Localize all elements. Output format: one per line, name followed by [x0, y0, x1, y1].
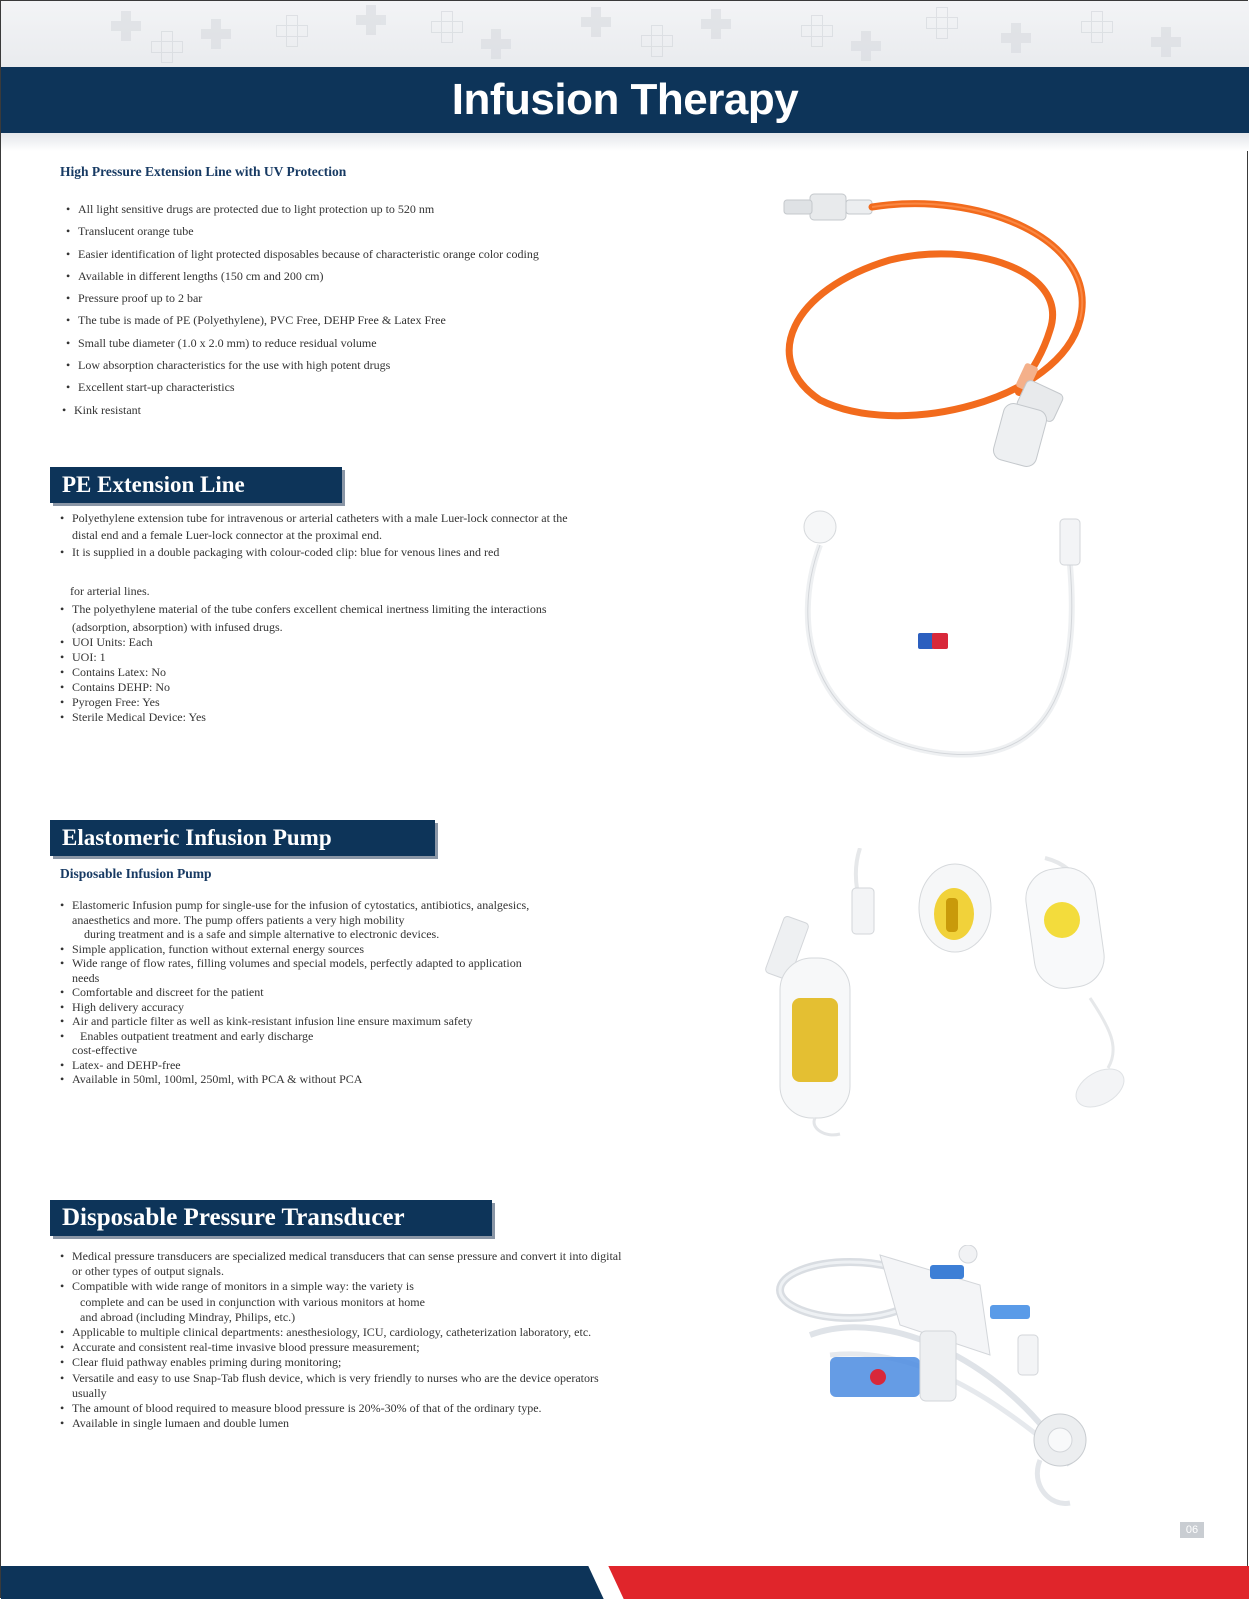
- list-item: • Kink resistant: [60, 399, 535, 421]
- cross-icon: [1001, 23, 1031, 53]
- header-shadow: [1, 133, 1249, 151]
- list-item: • Pyrogen Free: Yes: [58, 695, 547, 710]
- list-item: needs: [72, 970, 100, 985]
- list-item: or other types of output signals.: [72, 1264, 224, 1279]
- cross-icon: [201, 19, 231, 49]
- list-item: • Sterile Medical Device: Yes: [58, 710, 547, 725]
- pe-extension-line-image: [790, 505, 1110, 775]
- list-item: • Air and particle filter as well as kink-resistant infusion line ensure maximum safety: [58, 1014, 529, 1029]
- list-item: • Clear fluid pathway enables priming during monitoring;: [58, 1355, 621, 1370]
- list-item: cost-effective: [72, 1043, 138, 1057]
- cross-icon: [276, 15, 306, 45]
- list-item: anaesthetics and more. The pump offers patients a very high mobility: [72, 912, 405, 927]
- cross-icon: [111, 11, 141, 41]
- page-title: Infusion Therapy: [451, 75, 799, 124]
- list-item: • High delivery accuracy: [58, 1000, 529, 1015]
- list-item: • UOI Units: Each: [58, 635, 547, 650]
- section1-title: High Pressure Extension Line with UV Protection: [60, 164, 347, 179]
- cross-icon: [151, 31, 181, 61]
- section4-header: Disposable Pressure Transducer: [50, 1200, 492, 1236]
- list-item: • Available in different lengths (150 cm and 200 cm): [64, 265, 539, 287]
- list-item: • Contains Latex: No: [58, 665, 547, 680]
- section3-header: Elastomeric Infusion Pump: [50, 820, 435, 856]
- list-item: • Latex- and DEHP-free: [58, 1058, 529, 1073]
- list-item: • Comfortable and discreet for the patient: [58, 985, 529, 1000]
- list-item: • Compatible with wide range of monitors in a simple way: the variety is: [58, 1279, 621, 1294]
- list-item: • Accurate and consistent real-time invasive blood pressure measurement;: [58, 1340, 621, 1355]
- list-item: • Small tube diameter (1.0 x 2.0 mm) to reduce residual volume: [64, 332, 539, 354]
- list-item: • The amount of blood required to measure blood pressure is 20%-30% of that of the ordinary type.: [58, 1401, 621, 1416]
- list-item: • Easier identification of light protected disposables because of characteristic orange color coding: [64, 243, 539, 265]
- list-item: complete and can be used in conjunction with various monitors at home: [80, 1294, 425, 1309]
- list-item: • UOI: 1: [58, 650, 547, 665]
- section2-bullet-list-b: [58, 602, 547, 725]
- list-item: • The tube is made of PE (Polyethylene), PVC Free, DEHP Free & Latex Free: [64, 309, 539, 331]
- list-item: (adsorption, absorption) with infused drugs.: [72, 620, 283, 634]
- section2-bullet-list-a: [58, 510, 568, 561]
- cross-icon: [701, 9, 731, 39]
- cross-icon: [481, 29, 511, 59]
- section2-header: PE Extension Line: [50, 467, 342, 503]
- list-item: • Polyethylene extension tube for intravenous or arterial catheters with a male Luer-lock connector at the: [58, 510, 568, 527]
- elastomeric-pump-image: [740, 848, 1170, 1138]
- list-item: • Available in single lumaen and double lumen: [58, 1416, 621, 1431]
- section4-bullet-list: [58, 1249, 621, 1431]
- list-item: • Simple application, function without external energy sources: [58, 942, 529, 957]
- list-item: • Available in 50ml, 100ml, 250ml, with PCA & without PCA: [58, 1072, 529, 1087]
- list-item: during treatment and is a safe and simple alternative to electronic devices.: [84, 927, 440, 941]
- decorative-cross-band: [1, 1, 1249, 67]
- list-item: • Medical pressure transducers are specialized medical transducers that can sense pressure and convert it into digital: [58, 1249, 621, 1264]
- list-item: • The polyethylene material of the tube confers excellent chemical inertness limiting the interactions: [58, 602, 547, 617]
- cross-icon: [801, 15, 831, 45]
- section3-subtitle: Disposable Infusion Pump: [60, 866, 212, 881]
- section1-bullet-list: [64, 198, 539, 421]
- list-item: • Wide range of flow rates, filling volumes and special models, perfectly adapted to application: [58, 956, 529, 971]
- list-item: • Excellent start-up characteristics: [64, 376, 539, 398]
- section3-bullet-list: [58, 898, 529, 1087]
- list-item: usually: [72, 1385, 107, 1400]
- cross-icon: [641, 25, 671, 55]
- list-item: • Applicable to multiple clinical departments: anesthesiology, ICU, cardiology, catheterization laboratory, etc.: [58, 1325, 621, 1340]
- list-item: • Low absorption characteristics for the use with high potent drugs: [64, 354, 539, 376]
- uv-extension-line-image: [780, 180, 1100, 490]
- cross-icon: [1081, 11, 1111, 41]
- footer-bar-red: [606, 1566, 1249, 1599]
- cross-icon: [851, 31, 881, 61]
- list-item: • Contains DEHP: No: [58, 680, 547, 695]
- list-item: • It is supplied in a double packaging with colour-coded clip: blue for venous lines and red: [58, 544, 568, 561]
- cross-icon: [1151, 27, 1181, 57]
- list-item: • Enables outpatient treatment and early discharge: [58, 1029, 529, 1044]
- list-item: • All light sensitive drugs are protected due to light protection up to 520 nm: [64, 198, 539, 220]
- footer-bar-blue: [1, 1566, 611, 1599]
- list-item: • Pressure proof up to 2 bar: [64, 287, 539, 309]
- pressure-transducer-image: [770, 1245, 1110, 1515]
- section2-continuation: for arterial lines.: [70, 584, 150, 598]
- cross-icon: [581, 7, 611, 37]
- list-item: • Elastomeric Infusion pump for single-use for the infusion of cytostatics, antibiotics, analgesics,: [58, 898, 529, 913]
- list-item: • Translucent orange tube: [64, 220, 539, 242]
- cross-icon: [926, 7, 956, 37]
- list-item: • Versatile and easy to use Snap-Tab flush device, which is very friendly to nurses who are the device operators: [58, 1371, 621, 1386]
- list-item: and abroad (including Mindray, Philips, etc.): [80, 1309, 296, 1324]
- cross-icon: [431, 11, 461, 41]
- page-number: 06: [1180, 1522, 1204, 1538]
- cross-icon: [356, 5, 386, 35]
- list-item: distal end and a female Luer-lock connector at the proximal end.: [72, 528, 382, 542]
